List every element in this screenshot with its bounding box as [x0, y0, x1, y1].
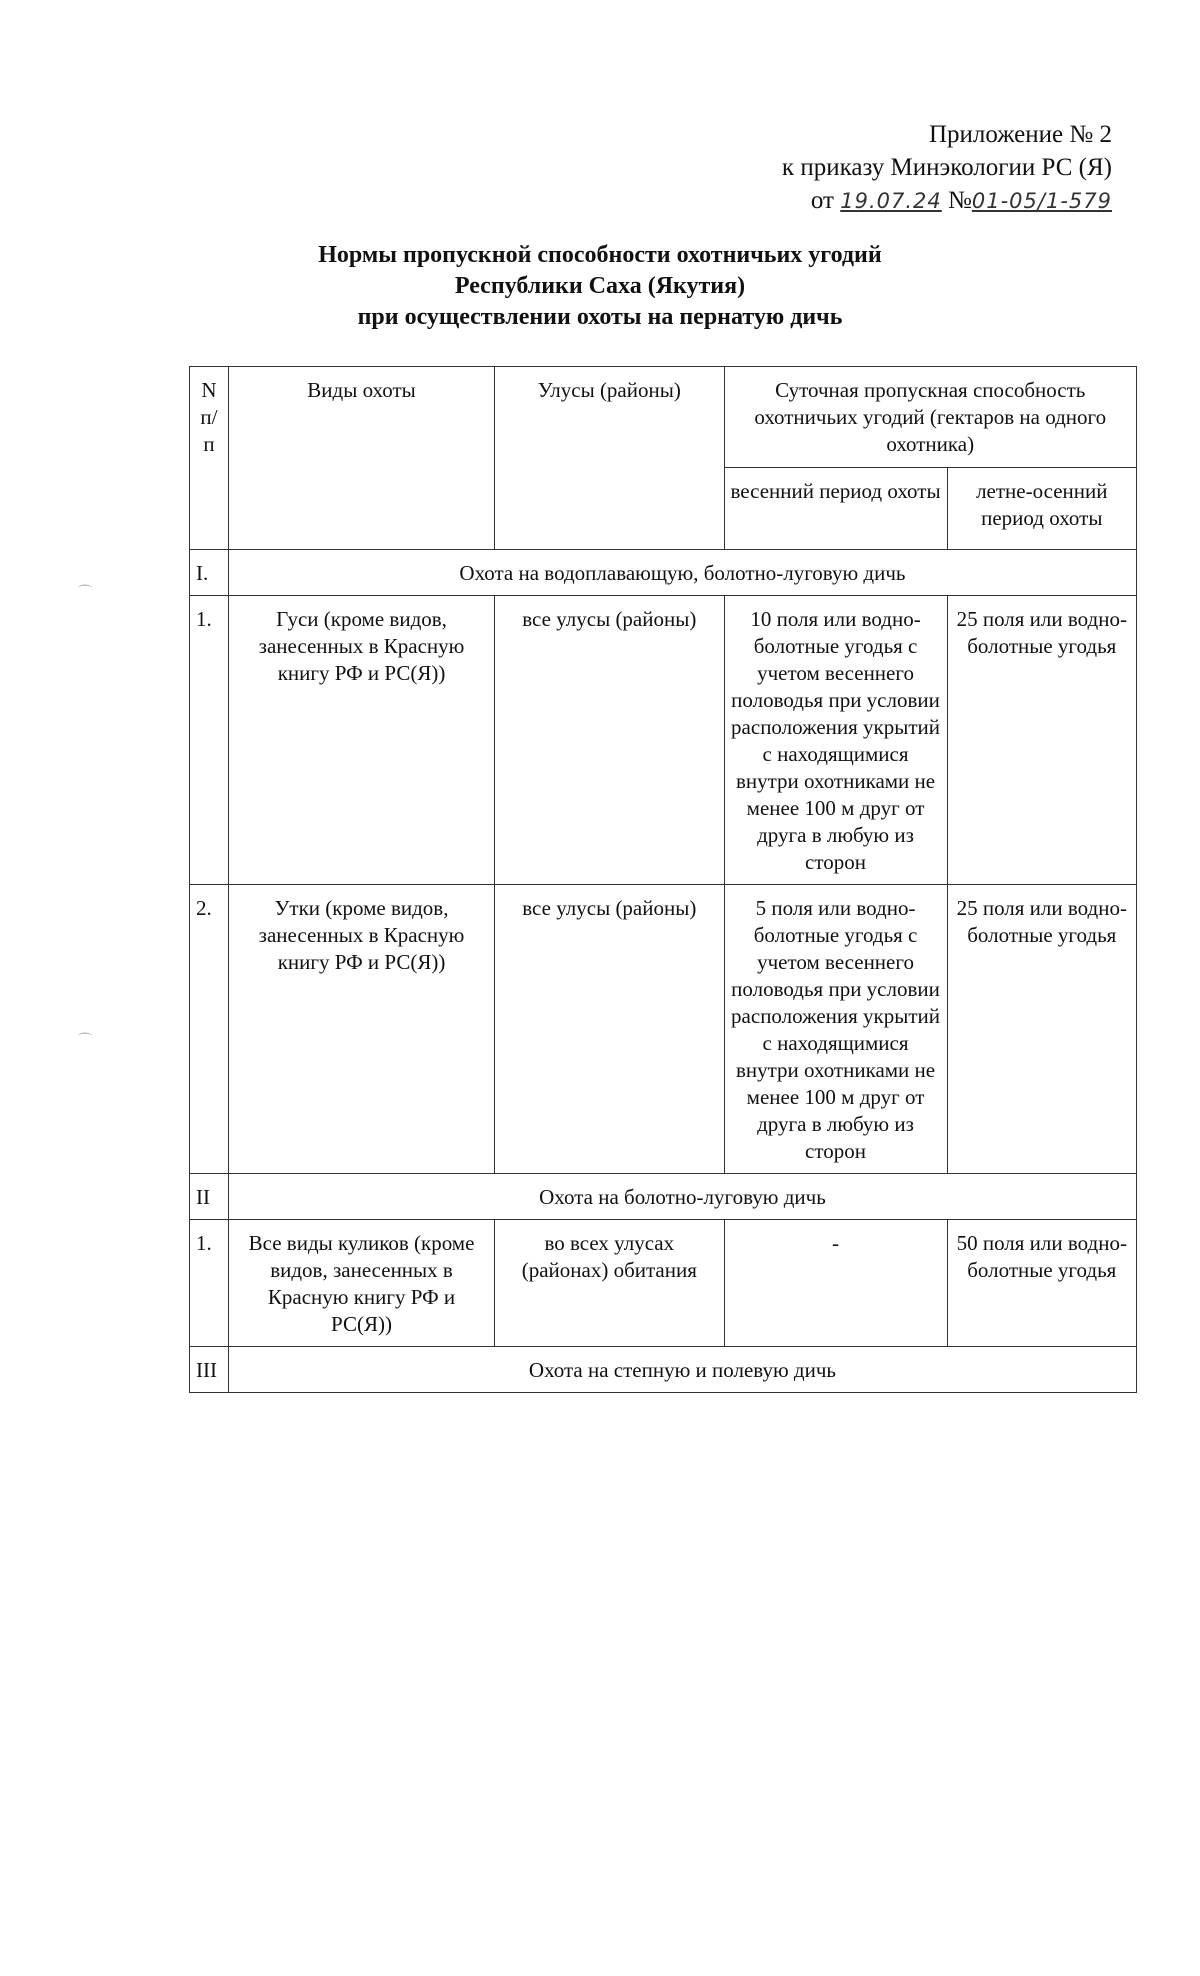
title-line-2: Республики Саха (Якутия): [454, 273, 746, 299]
section-num: II: [190, 1174, 229, 1220]
row-num: 1.: [190, 596, 229, 885]
handwritten-date: 19.07.24: [840, 189, 942, 213]
summer-cell: 25 поля или водно-болотные угодья: [947, 596, 1136, 885]
section-title: Охота на степную и полевую дичь: [228, 1347, 1136, 1393]
order-reference: к приказу Минэкологии РС (Я): [781, 154, 1112, 181]
table-row: [190, 1220, 1137, 1347]
ulus-cell: все улусы (районы): [495, 885, 724, 1174]
spring-cell: 10 поля или водно-болотные угодья с учетом весеннего половодья при условии расположения укрытий с находящимися внутри охотниками не менее 100 м друг от друга в любую из сторон: [724, 596, 947, 885]
header-ulus: Улусы (районы): [495, 367, 724, 550]
section-num: I.: [190, 550, 229, 596]
ulus-cell: во всех улусах (районах) обитания: [495, 1220, 724, 1347]
scan-mark: ⌒: [78, 1033, 92, 1049]
number-sign: №: [948, 187, 972, 214]
hunt-type-cell: Утки (кроме видов, занесенных в Красную книгу РФ и РС(Я)): [228, 885, 494, 1174]
section-row: [190, 550, 1137, 596]
header-hunt-type: Виды охоты: [228, 367, 494, 550]
summer-cell: 25 поля или водно-болотные угодья: [947, 885, 1136, 1174]
title-line-3: при осуществлении охоты на пернатую дичь: [357, 304, 843, 330]
hunt-type-cell: Все виды куликов (кроме видов, занесенных в Красную книгу РФ и РС(Я)): [228, 1220, 494, 1347]
ulus-cell: все улусы (районы): [495, 596, 724, 885]
section-title: Охота на болотно-луговую дичь: [228, 1174, 1136, 1220]
section-title: Охота на водоплавающую, болотно-луговую дичь: [228, 550, 1136, 596]
handwritten-order-number: 01-05/1-579: [971, 189, 1112, 213]
order-date-number: [782, 184, 1112, 218]
spring-cell: 5 поля или водно-болотные угодья с учетом весеннего половодья при условии расположения укрытий с находящимися внутри охотниками не менее 100 м друг от друга в любую из сторон: [724, 885, 947, 1174]
table-header-row: [190, 367, 1137, 468]
section-row: [190, 1174, 1137, 1220]
row-num: 1.: [190, 1220, 229, 1347]
date-prefix: от: [810, 187, 834, 214]
row-num: 2.: [190, 885, 229, 1174]
table-row: [190, 596, 1137, 885]
header-spring: весенний период охоты: [724, 468, 947, 550]
header-num: N п/п: [190, 367, 229, 550]
appendix-header: [782, 118, 1112, 218]
table-row: [190, 885, 1137, 1174]
spring-cell: -: [724, 1220, 947, 1347]
summer-cell: 50 поля или водно-болотные угодья: [947, 1220, 1136, 1347]
header-summer: летне-осенний период охоты: [947, 468, 1136, 550]
appendix-number: Приложение № 2: [928, 121, 1112, 148]
section-row: [190, 1347, 1137, 1393]
document-title: [0, 240, 1200, 333]
hunt-type-cell: Гуси (кроме видов, занесенных в Красную книгу РФ и РС(Я)): [228, 596, 494, 885]
scan-mark: ⌒: [78, 585, 92, 601]
section-num: III: [190, 1347, 229, 1393]
title-line-1: Нормы пропускной способности охотничьих угодий: [318, 242, 882, 268]
header-capacity: Суточная пропускная способность охотничьих угодий (гектаров на одного охотника): [724, 367, 1137, 468]
norms-table: [189, 366, 1137, 1393]
